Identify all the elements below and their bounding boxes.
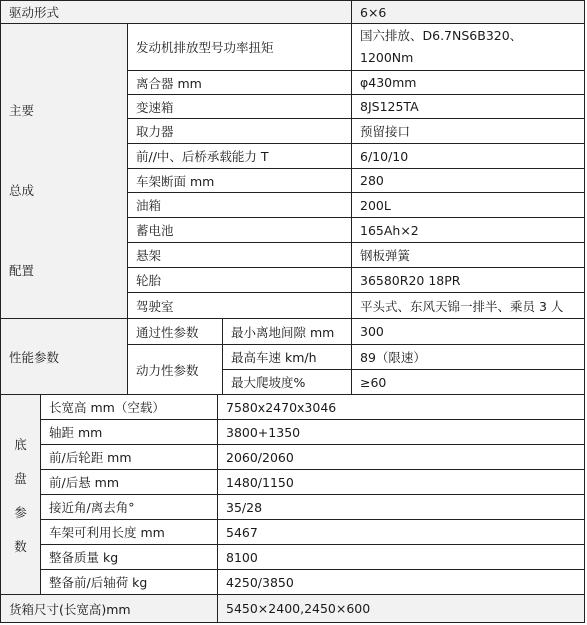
fuel-tank-value: 200L bbox=[351, 192, 585, 218]
tire-label: 轮胎 bbox=[127, 267, 352, 293]
battery-label: 蓄电池 bbox=[127, 217, 352, 243]
max-speed-value: 89（限速） bbox=[351, 344, 585, 370]
cab-label: 驾驶室 bbox=[127, 292, 352, 319]
cargo-box-value: 5450×2400,2450×600 bbox=[217, 594, 585, 623]
clutch-label: 离合器 mm bbox=[127, 70, 352, 95]
engine-label: 发动机排放型号功率扭矩 bbox=[127, 23, 352, 71]
chassis-group: 底 盘 参 数 bbox=[0, 394, 41, 595]
frame-length-value: 5467 bbox=[217, 519, 585, 545]
dimensions-label: 长宽高 mm（空载） bbox=[40, 394, 218, 420]
axle-capacity-label: 前//中、后桥承载能力 T bbox=[127, 143, 352, 169]
ground-clearance-label: 最小离地间隙 mm bbox=[222, 318, 352, 345]
drive-type-label: 驱动形式 bbox=[0, 0, 352, 24]
frame-section-value: 280 bbox=[351, 168, 585, 193]
engine-value: 国六排放、D6.7NS6B320、 1200Nm bbox=[351, 23, 585, 71]
frame-section-label: 车架断面 mm bbox=[127, 168, 352, 193]
max-grade-value: ≥60 bbox=[351, 369, 585, 395]
wheelbase-label: 轴距 mm bbox=[40, 419, 218, 445]
gearbox-value: 8JS125TA bbox=[351, 94, 585, 119]
axle-capacity-value: 6/10/10 bbox=[351, 143, 585, 169]
drive-type-value: 6×6 bbox=[351, 0, 585, 24]
performance-group: 性能参数 bbox=[0, 318, 128, 395]
fuel-tank-label: 油箱 bbox=[127, 192, 352, 218]
overhang-value: 1480/1150 bbox=[217, 469, 585, 495]
suspension-value: 钢板弹簧 bbox=[351, 242, 585, 268]
tire-value: 36580R20 18PR bbox=[351, 267, 585, 293]
wheelbase-value: 3800+1350 bbox=[217, 419, 585, 445]
power-performance-label: 动力性参数 bbox=[127, 344, 223, 395]
track-value: 2060/2060 bbox=[217, 444, 585, 470]
axle-load-value: 4250/3850 bbox=[217, 569, 585, 595]
battery-value: 165Ah×2 bbox=[351, 217, 585, 243]
max-speed-label: 最高车速 km/h bbox=[222, 344, 352, 370]
clutch-value: φ430mm bbox=[351, 70, 585, 95]
ground-clearance-value: 300 bbox=[351, 318, 585, 345]
max-grade-label: 最大爬坡度% bbox=[222, 369, 352, 395]
suspension-label: 悬架 bbox=[127, 242, 352, 268]
main-config-group: 主要 总成 配置 bbox=[0, 23, 128, 319]
gearbox-label: 变速箱 bbox=[127, 94, 352, 119]
curb-weight-label: 整备质量 kg bbox=[40, 544, 218, 570]
cab-value: 平头式、东风天锦一排半、乘员 3 人 bbox=[351, 292, 585, 319]
track-label: 前/后轮距 mm bbox=[40, 444, 218, 470]
curb-weight-value: 8100 bbox=[217, 544, 585, 570]
passability-label: 通过性参数 bbox=[127, 318, 223, 345]
angle-value: 35/28 bbox=[217, 494, 585, 520]
dimensions-value: 7580x2470x3046 bbox=[217, 394, 585, 420]
pto-label: 取力器 bbox=[127, 118, 352, 144]
cargo-box-label: 货箱尺寸(长宽高)mm bbox=[0, 594, 218, 623]
pto-value: 预留接口 bbox=[351, 118, 585, 144]
angle-label: 接近角/离去角° bbox=[40, 494, 218, 520]
overhang-label: 前/后悬 mm bbox=[40, 469, 218, 495]
axle-load-label: 整备前/后轴荷 kg bbox=[40, 569, 218, 595]
frame-length-label: 车架可利用长度 mm bbox=[40, 519, 218, 545]
